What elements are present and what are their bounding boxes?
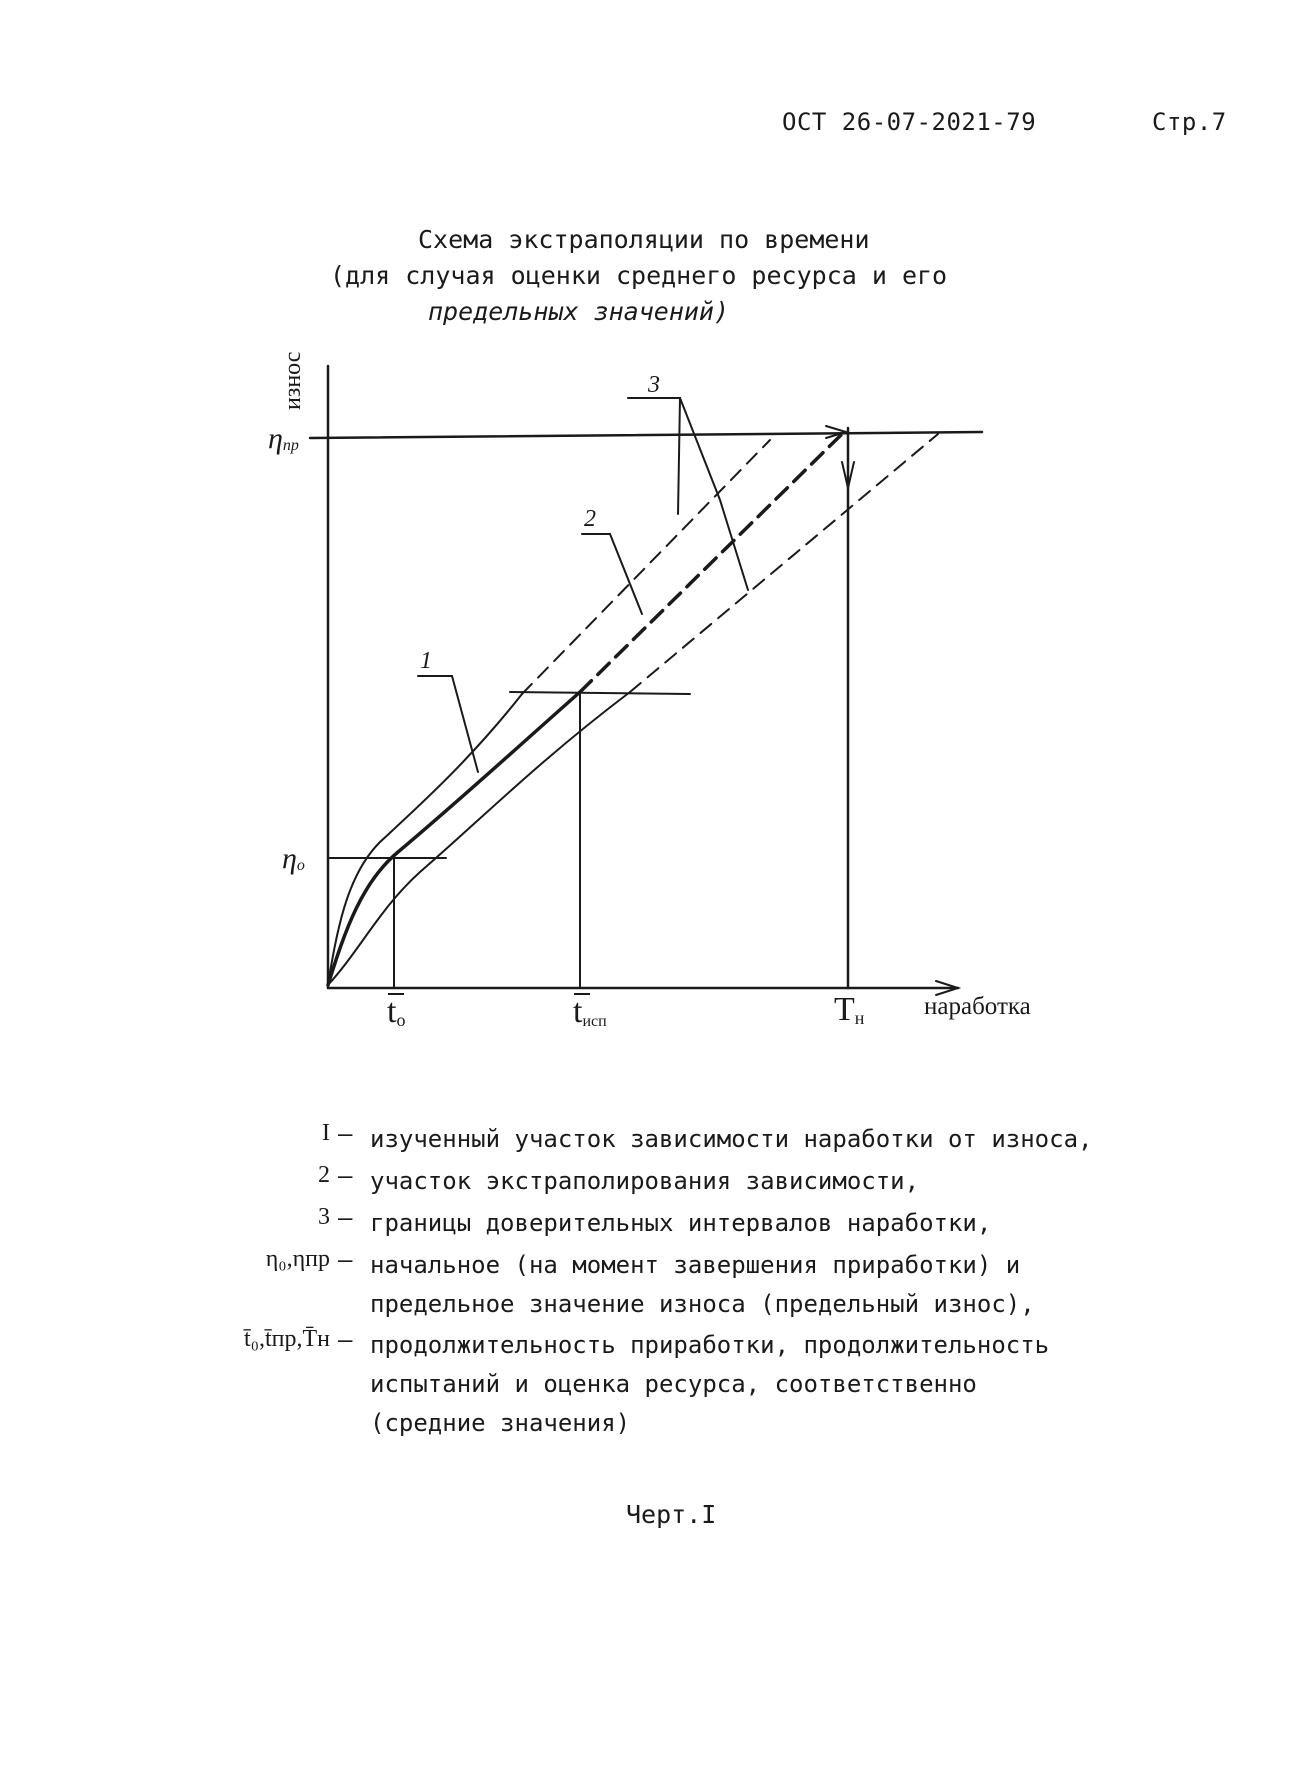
legend-text: [370, 1120, 1092, 1159]
limit-wear-subscript: пр: [282, 437, 299, 454]
curve-lower: [328, 692, 630, 985]
callout-3-leader-a: [628, 398, 680, 514]
legend-symbol: η₀,ηпр: [265, 1246, 330, 1272]
legend-text: [370, 1162, 919, 1201]
legend-dash: –: [338, 1162, 353, 1190]
initial-wear-subscript: о: [296, 857, 305, 874]
svg-text:tо: [387, 993, 405, 1030]
legend-symbol: 3: [318, 1204, 330, 1230]
y-axis-label: износ: [280, 351, 306, 410]
test-end-horizontal: [510, 692, 690, 694]
initial-wear-symbol: η: [282, 842, 297, 875]
legend-symbol: I: [322, 1120, 330, 1146]
document-standard-number: ОСТ 26-07-2021-79: [782, 108, 1037, 136]
x-axis-label: наработка: [924, 993, 1031, 1020]
legend-line: испытаний и оценка ресурса, соответственно: [370, 1370, 977, 1398]
legend-symbol: 2: [318, 1162, 330, 1188]
tn-subscript: н: [854, 1008, 865, 1028]
t-test-symbol: t: [573, 993, 583, 1030]
legend-line: участок экстраполирования зависимости,: [370, 1167, 920, 1195]
legend-symbol: t̄₀,t̄пр,T̄н: [243, 1326, 330, 1352]
svg-text:tисп: [573, 993, 607, 1030]
legend-line: начальное (на момент завершения приработки) и: [370, 1251, 1021, 1279]
curve-upper: [328, 694, 522, 985]
limit-wear-line: [310, 432, 982, 438]
callout-2-label: 2: [584, 506, 596, 532]
tn-symbol: T: [834, 991, 855, 1028]
limit-line-arrow: [826, 426, 846, 438]
legend-line: границы доверительных интервалов наработки,: [370, 1209, 992, 1237]
legend-text: [370, 1204, 991, 1243]
title-line-3: предельных значений): [428, 297, 730, 326]
tn-mark: [834, 991, 865, 1028]
legend-text: [370, 1246, 1035, 1324]
callout-3-label: 3: [648, 372, 660, 398]
curve-mean: [328, 692, 580, 985]
limit-wear-symbol: η: [268, 422, 283, 455]
legend-text: [370, 1326, 1049, 1443]
legend-dash: –: [338, 1204, 353, 1232]
callout-1-label: 1: [420, 648, 432, 674]
extrapolation-upper-bound: [522, 440, 770, 694]
legend-line: изученный участок зависимости наработки от износа,: [370, 1125, 1093, 1153]
figure-caption: Черт.I: [626, 1500, 717, 1529]
legend-item-wear: [200, 1246, 1200, 1326]
legend-item-3: [200, 1204, 1200, 1246]
legend-item-2: [200, 1162, 1200, 1204]
title-line-1: Схема экстраполяции по времени: [418, 225, 870, 254]
t-test-subscript: исп: [582, 1013, 607, 1030]
extrapolation-mean: [580, 434, 842, 692]
legend-line: продолжительность приработки, продолжительность: [370, 1331, 1050, 1359]
legend-dash: –: [338, 1120, 353, 1148]
legend-dash: –: [338, 1246, 353, 1274]
legend-line: (средние значения): [370, 1409, 631, 1437]
t0-mark: [387, 993, 405, 1030]
legend-item-time: [200, 1326, 1200, 1446]
t-test-mark: [573, 993, 607, 1030]
t0-symbol: t: [387, 993, 397, 1030]
legend-dash: –: [338, 1326, 353, 1354]
page-number: Стр.7: [1152, 108, 1227, 136]
callout-1-leader: [418, 676, 478, 772]
initial-wear-mark: [282, 842, 305, 875]
t0-subscript: о: [396, 1010, 406, 1030]
svg-text:Tн: [834, 991, 865, 1028]
title-line-2: (для случая оценки среднего ресурса и его: [330, 261, 948, 290]
legend-item-1: [200, 1120, 1200, 1162]
legend-line: предельное значение износа (предельный износ),: [370, 1290, 1035, 1318]
legend: [200, 1120, 1200, 1446]
extrapolation-lower-bound: [630, 434, 938, 692]
limit-wear-mark: [268, 422, 299, 455]
